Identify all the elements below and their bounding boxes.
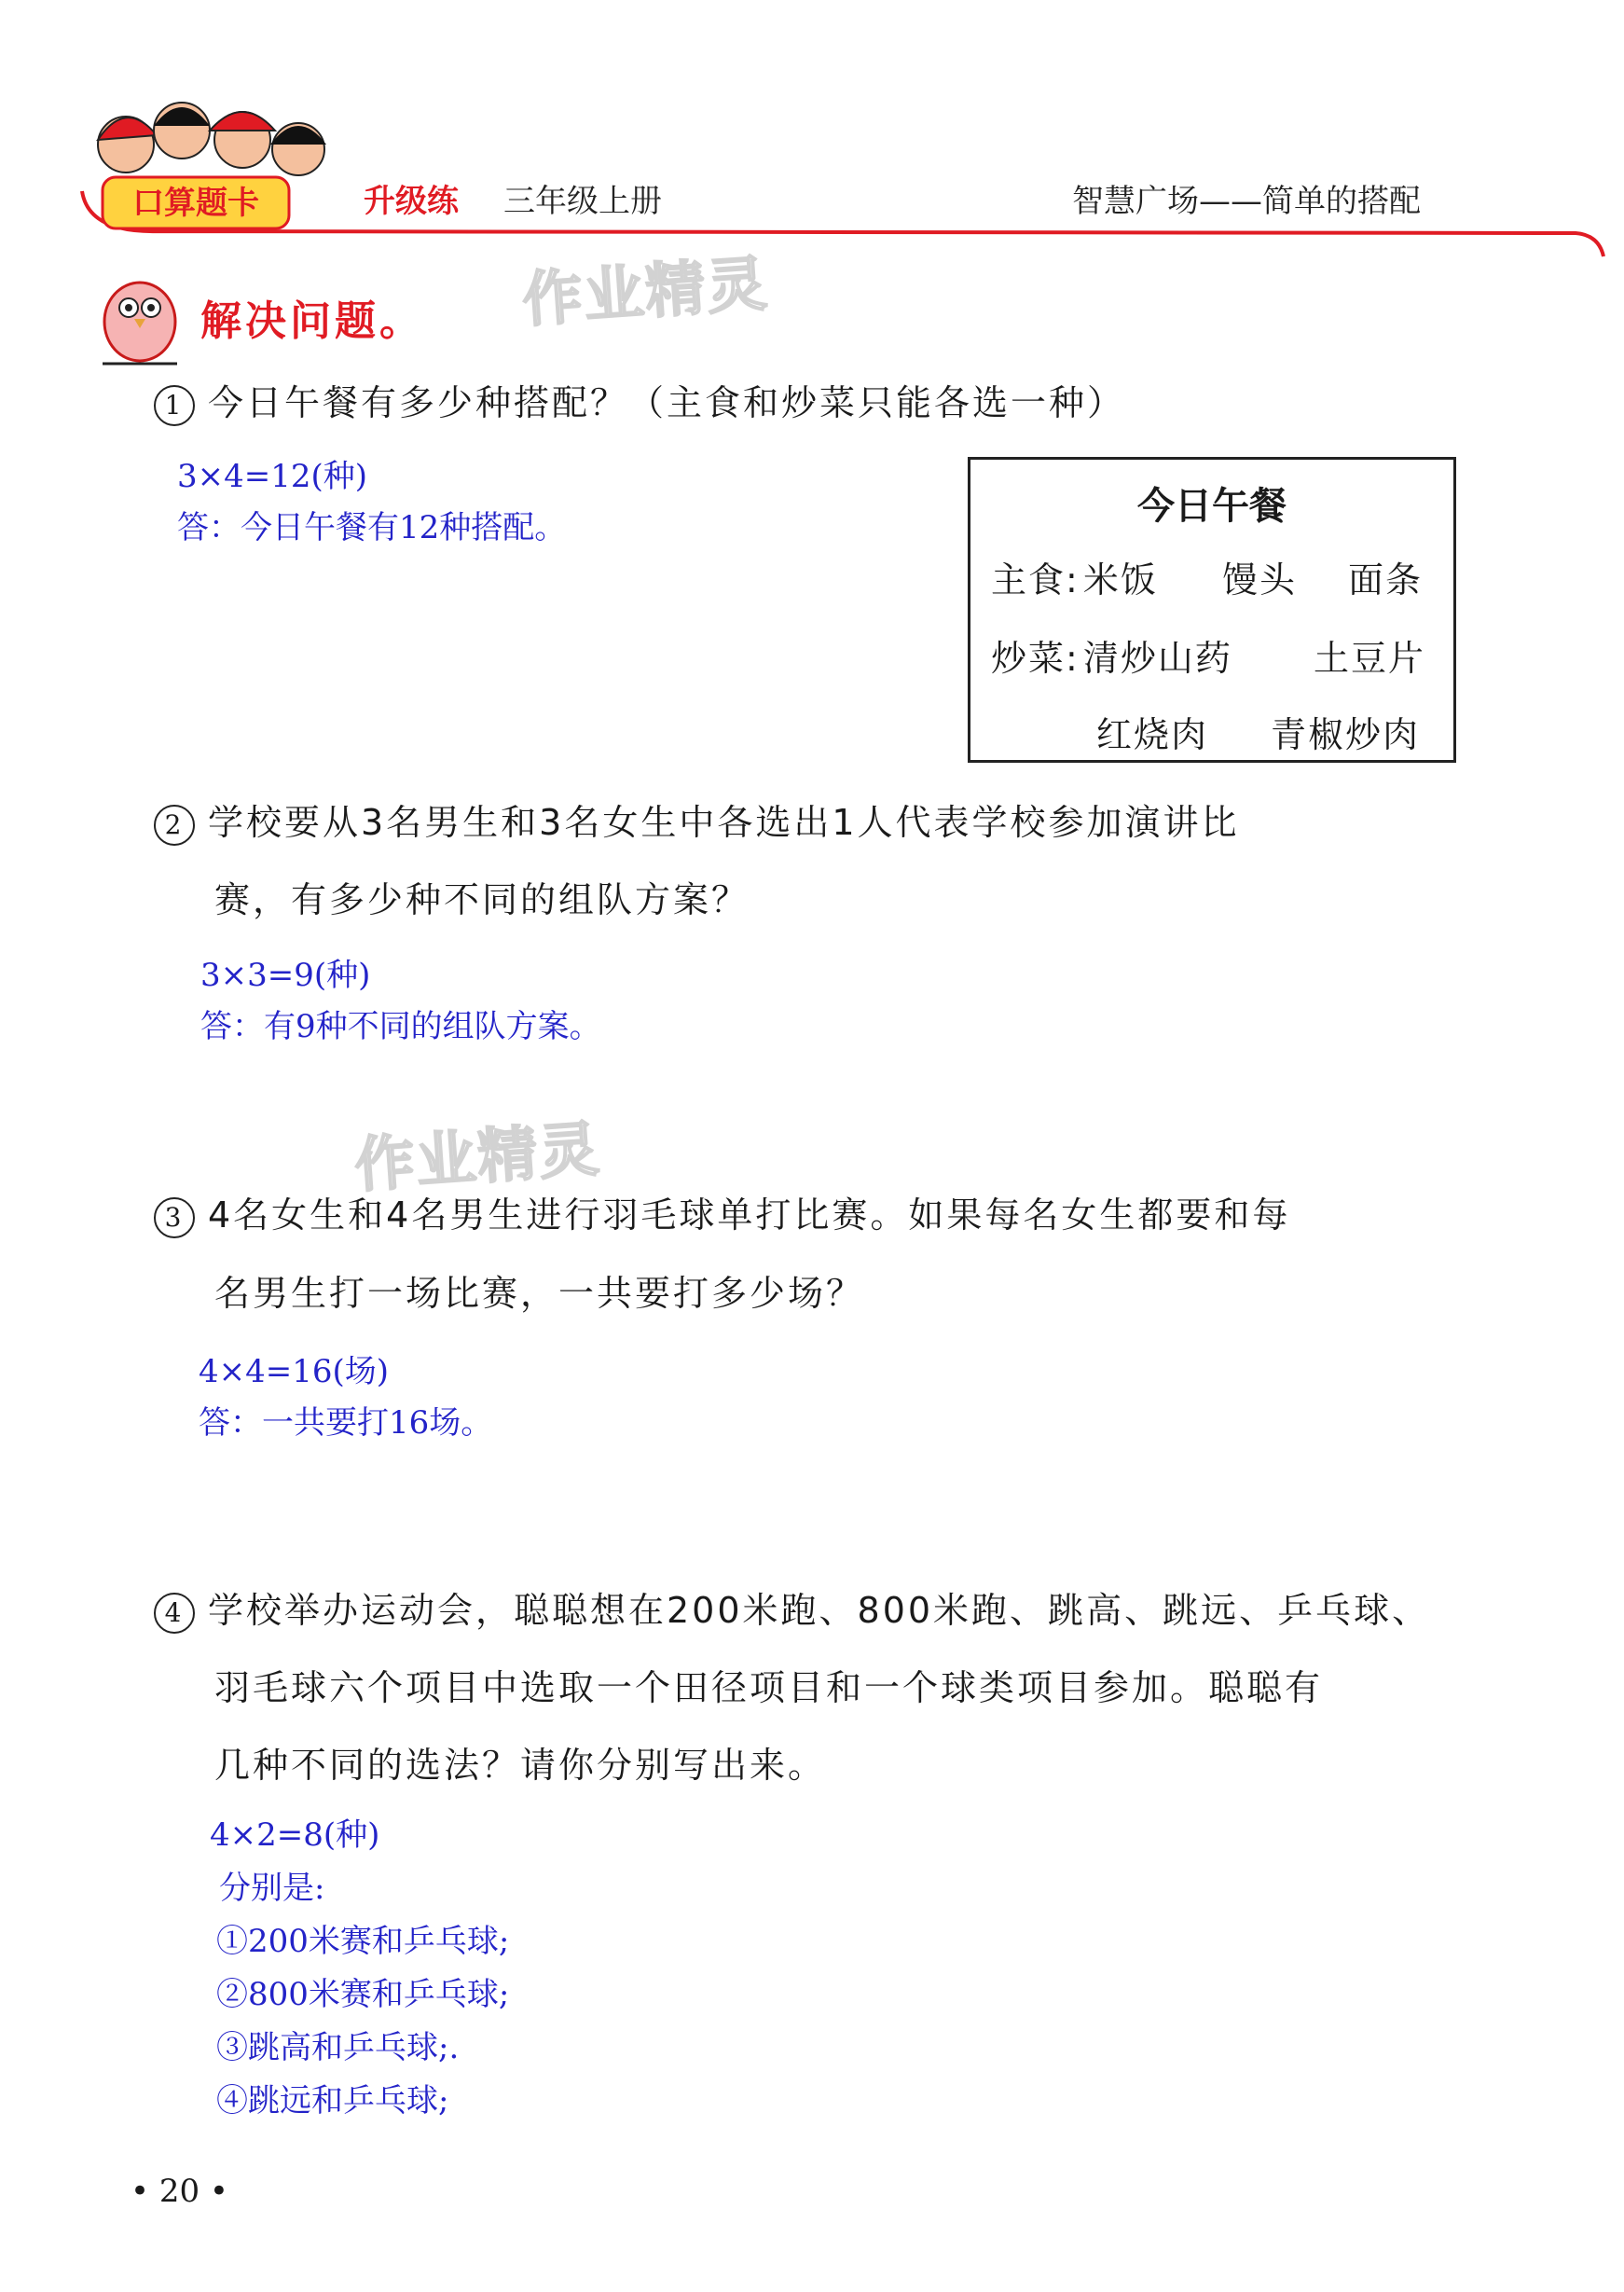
bird-icon xyxy=(93,270,186,373)
question-text: 名男生打一场比赛，一共要打多少场？ xyxy=(214,1273,865,1314)
question-1 xyxy=(154,380,1125,426)
header-section-title: 智慧广场——简单的搭配 xyxy=(1072,183,1421,220)
answer-line: 3×4=12(种) xyxy=(177,458,368,495)
header-series: 升级练 xyxy=(364,183,459,220)
question-number: 3 xyxy=(154,1197,195,1238)
menu-dish-item: 青椒炒肉 xyxy=(1271,714,1421,755)
menu-dish-item: 土豆片 xyxy=(1314,638,1426,679)
menu-dish-label: 炒菜: xyxy=(991,638,1080,679)
kids-logo xyxy=(84,89,364,238)
menu-staple-label: 主食: xyxy=(991,559,1080,601)
question-3 xyxy=(154,1192,1290,1238)
header-grade: 三年级上册 xyxy=(503,183,662,220)
menu-dishes-row xyxy=(991,629,1232,681)
menu-title: 今日午餐 xyxy=(1137,485,1287,528)
logo-text: 口算题卡 xyxy=(132,185,259,222)
menu-staple-item: 面条 xyxy=(1348,559,1424,601)
answer-line: 答：一共要打16场。 xyxy=(199,1404,493,1442)
section-title: 解决问题。 xyxy=(200,297,424,345)
question-text: 学校举办运动会，聪聪想在200米跑、800米跑、跳高、跳远、乒乓球、 xyxy=(208,1590,1431,1631)
answer-line: ②800米赛和乒乓球; xyxy=(216,1976,510,2013)
answer-line: 3×3=9(种) xyxy=(200,957,371,994)
answer-line: 4×4=16(场) xyxy=(199,1353,390,1390)
question-text: 学校要从3名男生和3名女生中各选出1人代表学校参加演讲比 xyxy=(208,802,1240,843)
menu-staples-row xyxy=(991,551,1158,602)
answer-line: 4×2=8(种) xyxy=(210,1816,380,1854)
menu-dish-item: 红烧肉 xyxy=(1096,714,1209,755)
question-text: 4名女生和4名男生进行羽毛球单打比赛。如果每名女生都要和每 xyxy=(208,1194,1291,1236)
lunch-menu-box xyxy=(968,457,1456,763)
answer-line: ①200米赛和乒乓球; xyxy=(216,1923,510,1960)
question-4 xyxy=(154,1587,1430,1634)
menu-dish-item: 清炒山药 xyxy=(1082,638,1232,679)
answer-line: 分别是: xyxy=(219,1870,325,1907)
answer-line: ③跳高和乒乓球;. xyxy=(216,2029,460,2066)
question-text: 今日午餐有多少种搭配？（主食和炒菜只能各选一种） xyxy=(208,382,1126,423)
watermark: 作业精灵 xyxy=(520,249,771,337)
menu-staple-item: 米饭 xyxy=(1082,559,1158,601)
page-number: • 20 • xyxy=(131,2173,228,2210)
question-text: 赛，有多少种不同的组队方案？ xyxy=(214,879,750,920)
answer-line: ④跳远和乒乓球; xyxy=(216,2082,449,2119)
question-2 xyxy=(154,799,1240,846)
question-number: 4 xyxy=(154,1593,195,1634)
question-number: 1 xyxy=(154,385,195,426)
watermark: 作业精灵 xyxy=(352,1114,603,1202)
answer-line: 答：今日午餐有12种搭配。 xyxy=(177,509,567,546)
menu-staple-item: 馒头 xyxy=(1222,559,1298,601)
question-text: 羽毛球六个项目中选取一个田径项目和一个球类项目参加。聪聪有 xyxy=(214,1667,1324,1708)
question-number: 2 xyxy=(154,805,195,846)
question-text: 几种不同的选法？请你分别写出来。 xyxy=(214,1745,827,1786)
answer-line: 答：有9种不同的组队方案。 xyxy=(200,1008,601,1045)
